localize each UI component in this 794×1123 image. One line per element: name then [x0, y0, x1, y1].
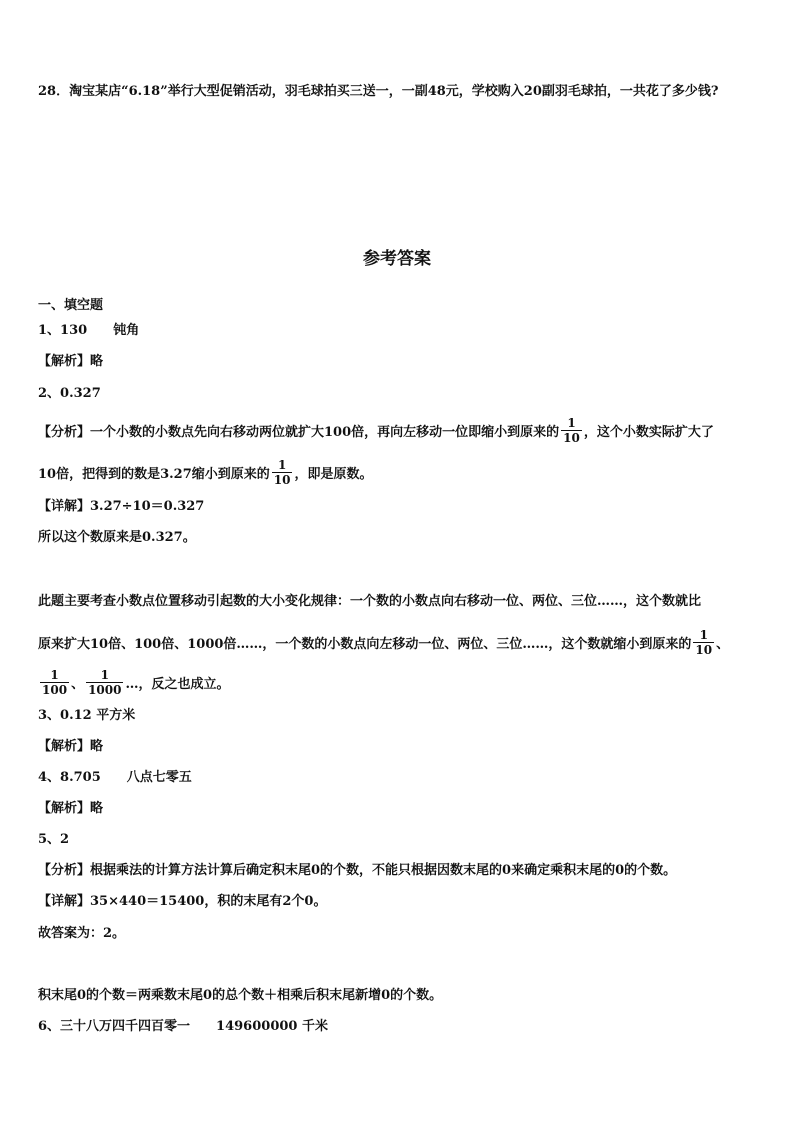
fraction-1-10: $\frac{1}{10}$: [563, 416, 580, 445]
answer-1-value: 钝角: [113, 323, 140, 338]
answer-2-analysis-line2: [38, 460, 372, 489]
answer-5-conclusion: 故答案为：2。: [38, 926, 126, 941]
separator: 、: [716, 637, 730, 652]
answer-2-analysis-text-4: ，即是原数。: [294, 467, 373, 482]
answer-2-note-line3: [38, 670, 230, 699]
section-heading: 一、填空题: [38, 298, 104, 313]
fraction-1-10-c: $\frac{1}{10}$: [695, 628, 713, 657]
answer-1-analysis: 【解析】略: [38, 354, 104, 369]
answer-6-number: 6、三十八万四千四百零一: [38, 1019, 191, 1034]
fraction-1-1000: $\frac{1}{1000}$: [88, 668, 122, 697]
answer-6-value: 149600000 千米: [216, 1019, 328, 1034]
answer-4-analysis: 【解析】略: [38, 801, 104, 816]
answer-2-conclusion: 所以这个数原来是0.327。: [38, 530, 196, 545]
answer-2-note-text-2: 原来扩大10倍、100倍、1000倍……，一个数的小数点向左移动一位、两位、三位……，这个数就缩小到原来的: [38, 637, 692, 652]
fraction-1-100: $\frac{1}{100}$: [42, 668, 68, 697]
answer-6: [38, 1018, 328, 1036]
answer-3-analysis: 【解析】略: [38, 739, 104, 754]
answer-5-analysis: 【分析】根据乘法的计算方法计算后确定积末尾0的个数，不能只根据因数末尾的0来确定乘积末尾的0的个数。: [38, 863, 677, 878]
answer-3-unit: 平方米: [96, 708, 136, 723]
answer-2: 2、0.327: [38, 386, 101, 401]
answer-2-note-text-3: …，反之也成立。: [125, 677, 230, 692]
answer-5-detail: 【详解】35×440＝15400，积的末尾有2个0。: [38, 894, 327, 909]
answer-2-analysis-text-3: 10倍，把得到的数是3.27缩小到原来的: [38, 467, 270, 482]
answer-2-note-line2: [38, 630, 729, 659]
answer-2-analysis-text-2: ，这个小数实际扩大了: [583, 425, 714, 440]
answer-3: [38, 707, 135, 725]
answer-2-note-line1: 此题主要考查小数点位置移动引起数的大小变化规律：一个数的小数点向右移动一位、两位、三位……，这个数就比: [38, 594, 702, 609]
answer-1: [38, 322, 139, 340]
answer-2-analysis-line1: [38, 418, 714, 447]
answer-1-number: 1、130: [38, 323, 88, 338]
answers-title: 参考答案: [363, 249, 431, 269]
question-28: 28．淘宝某店“6.18”举行大型促销活动，羽毛球拍买三送一，一副48元，学校购入20副羽毛球拍，一共花了多少钱?: [38, 84, 719, 99]
answer-2-analysis-text: 【分析】一个小数的小数点先向右移动两位就扩大100倍，再向左移动一位即缩小到原来的: [38, 425, 560, 440]
answer-4: [38, 769, 192, 787]
answer-4-number: 4、8.705: [38, 770, 101, 785]
answer-5: 5、2: [38, 832, 70, 847]
answer-2-detail: 【详解】3.27÷10＝0.327: [38, 499, 205, 514]
answer-3-number: 3、0.12: [38, 708, 92, 723]
separator-2: 、: [71, 677, 85, 692]
answer-4-reading: 八点七零五: [126, 770, 192, 785]
answer-5-note: 积末尾0的个数＝两乘数末尾0的总个数＋相乘后积末尾新增0的个数。: [38, 988, 443, 1003]
fraction-1-10-b: $\frac{1}{10}$: [273, 458, 291, 487]
